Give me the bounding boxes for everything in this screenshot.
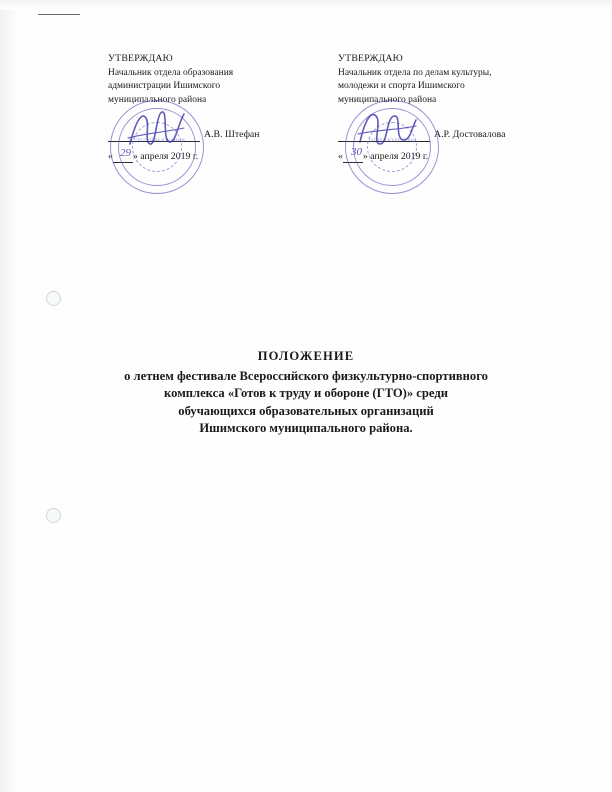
approval-org-line-1-education: Начальник отдела образования — [108, 67, 234, 78]
date-blank-education — [113, 153, 133, 163]
stamp-text-education: ОТДЕЛ ОБРАЗОВАНИЯ — [128, 139, 186, 144]
approval-org-line-3-education: муниципального района — [108, 94, 207, 105]
stamp-text-culture: ОТДЕЛ КУЛЬТУРЫ — [368, 139, 416, 144]
title-line-2: комплекса «Готов к труду и обороне (ГТО)» среди — [164, 386, 448, 400]
date-quote-open-education: « — [108, 150, 113, 162]
signature-line-education — [108, 132, 200, 142]
signature-line-culture — [338, 132, 430, 142]
title-line-3: обучающихся образовательных организаций — [178, 403, 434, 418]
approval-org-line-1-culture: Начальник отдела по делам культуры, — [338, 67, 492, 78]
handwritten-date-culture: 30 — [351, 146, 362, 158]
approval-heading-education: УТВЕРЖДАЮ — [108, 53, 173, 64]
approval-block-group — [0, 52, 612, 192]
approval-signature-row-education — [108, 128, 308, 142]
approval-org-line-2-culture: молодежи и спорта Ишимского — [338, 81, 465, 91]
approval-date-row-culture — [338, 150, 553, 164]
document-title-block — [72, 348, 540, 438]
punch-hole-upper — [46, 291, 61, 306]
approval-signer-culture: А.Р. Достовалова — [434, 129, 506, 140]
date-suffix-culture: » апреля 2019 г. — [362, 150, 429, 162]
approval-date-row-education — [108, 150, 308, 164]
date-quote-open-culture: « — [338, 150, 343, 162]
title-line-4: Ишимского муниципального района. — [199, 421, 413, 435]
page-title: ПОЛОЖЕНИЕ — [257, 349, 355, 363]
handwritten-date-education: 29 — [120, 147, 131, 159]
corner-rule-mark — [38, 14, 80, 15]
approval-block-education — [108, 52, 308, 163]
date-suffix-education: » апреля 2019 г. — [132, 150, 199, 162]
scan-edge-top — [0, 0, 612, 10]
approval-signer-education: А.В. Штефан — [204, 129, 260, 140]
title-line-1: о летнем фестивале Всероссийского физкультурно-спортивного — [124, 368, 488, 383]
approval-block-culture — [338, 52, 553, 163]
punch-hole-lower — [46, 508, 61, 523]
date-blank-culture — [343, 153, 363, 163]
approval-org-line-2-education: администрации Ишимского — [108, 81, 221, 91]
approval-signature-row-culture — [338, 128, 553, 142]
approval-heading-culture: УТВЕРЖДАЮ — [338, 53, 403, 64]
approval-org-line-3-culture: муниципального района — [338, 94, 437, 105]
